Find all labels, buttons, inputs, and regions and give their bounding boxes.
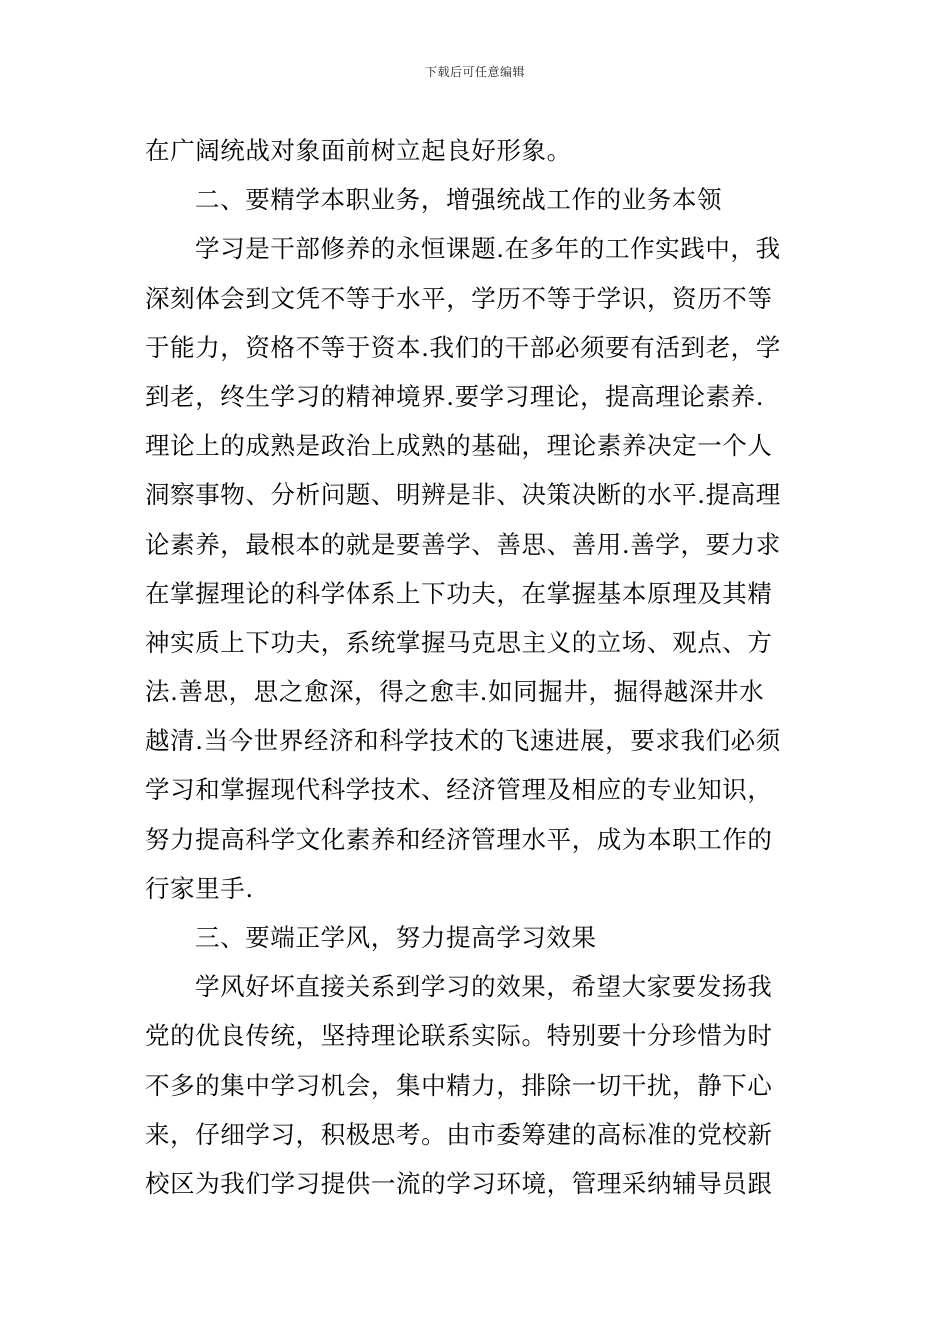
text-line: 于能力，资格不等于资本.我们的干部必须要有活到老，学 xyxy=(145,332,781,362)
page-header: 下载后可任意编辑 xyxy=(424,65,525,79)
text-line: 党的优良传统，坚持理论联系实际。特别要十分珍惜为时 xyxy=(145,1021,773,1051)
text-line: 行家里手. xyxy=(145,873,254,903)
text-line: 神实质上下功夫，系统掌握马克思主义的立场、观点、方 xyxy=(145,627,773,657)
text-line: 法.善思，思之愈深，得之愈丰.如同掘井，掘得越深井水 xyxy=(145,677,765,707)
text-line: 在广阔统战对象面前树立起良好形象。 xyxy=(145,136,572,165)
text-line: 不多的集中学习机会，集中精力，排除一切干扰，静下心 xyxy=(145,1070,773,1100)
text-line: 到老，终生学习的精神境界.要学习理论，提高理论素养. xyxy=(145,381,765,411)
text-line: 在掌握理论的科学体系上下功夫，在掌握基本原理及其精 xyxy=(145,578,773,608)
text-line: 努力提高科学文化素养和经济管理水平，成为本职工作的 xyxy=(145,824,773,854)
document-body xyxy=(145,126,810,1208)
text-line: 洞察事物、分析问题、明辨是非、决策决断的水平.提高理 xyxy=(145,480,781,510)
section-heading: 三、要端正学风，努力提高学习效果 xyxy=(195,923,597,952)
text-line: 校区为我们学习提供一流的学习环境，管理采纳辅导员跟 xyxy=(145,1168,773,1198)
text-line: 学风好坏直接关系到学习的效果，希望大家要发扬我 xyxy=(195,972,773,1002)
text-line: 理论上的成熟是政治上成熟的基础，理论素养决定一个人 xyxy=(145,431,773,461)
text-line: 学习和掌握现代科学技术、经济管理及相应的专业知识， xyxy=(145,775,773,805)
text-line: 论素养，最根本的就是要善学、善思、善用.善学，要力求 xyxy=(145,529,781,559)
text-line: 越清.当今世界经济和科学技术的飞速进展，要求我们必须 xyxy=(145,726,781,756)
text-line: 学习是干部修养的永恒课题.在多年的工作实践中，我 xyxy=(195,234,781,264)
text-line: 来，仔细学习，积极思考。由市委筹建的高标准的党校新 xyxy=(145,1119,773,1149)
text-line: 深刻体会到文凭不等于水平，学历不等于学识，资历不等 xyxy=(145,283,773,313)
section-heading: 二、要精学本职业务，增强统战工作的业务本领 xyxy=(195,185,723,215)
